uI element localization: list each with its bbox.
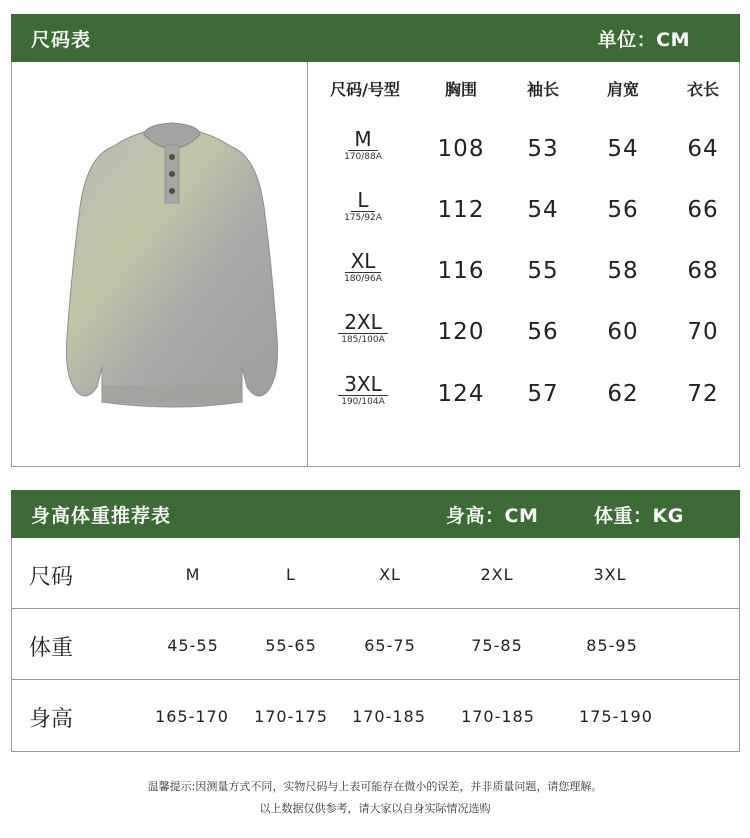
chest-value: 116	[437, 258, 485, 284]
row-cell: 85-95	[586, 636, 638, 655]
size-chart-header	[11, 14, 740, 62]
length-value: 70	[687, 319, 719, 345]
row-cell: 65-75	[364, 636, 416, 655]
row-cell: 170-175	[254, 707, 328, 726]
size-label: XL	[345, 250, 382, 273]
size-row	[308, 189, 740, 249]
row-label: 尺码	[29, 565, 74, 590]
size-code: 170/88A	[344, 152, 382, 162]
size-row	[308, 250, 740, 310]
row-cell: 3XL	[593, 565, 627, 584]
size-code: 180/96A	[344, 274, 382, 284]
size-row	[308, 128, 740, 188]
weight-unit: 体重：KG	[594, 504, 684, 527]
size-chart-box	[11, 62, 740, 467]
row-cell: 170-185	[461, 707, 535, 726]
header-sleeve: 袖长	[526, 80, 559, 99]
shoulder-value: 54	[607, 136, 639, 162]
size-label: L	[351, 189, 374, 212]
size-code: 185/100A	[341, 335, 385, 345]
recommend-title: 身高体重推荐表	[31, 504, 172, 527]
sweater-image	[52, 117, 292, 417]
size-code: 175/92A	[344, 213, 382, 223]
size-row	[308, 311, 740, 371]
header-size: 尺码/号型	[330, 80, 400, 99]
size-chart-unit: 单位：CM	[597, 28, 690, 51]
header-length: 衣长	[686, 80, 719, 99]
size-label: M	[348, 128, 377, 151]
recommend-row-weight	[12, 609, 739, 680]
shoulder-value: 60	[607, 319, 639, 345]
row-cell: XL	[379, 565, 401, 584]
chest-value: 112	[437, 197, 485, 223]
length-value: 68	[687, 258, 719, 284]
row-cell: 170-185	[352, 707, 426, 726]
size-label: 2XL	[338, 311, 388, 334]
row-cell: 175-190	[579, 707, 653, 726]
row-cell: 165-170	[155, 707, 229, 726]
chest-value: 108	[437, 136, 485, 162]
length-value: 66	[687, 197, 719, 223]
shoulder-value: 58	[607, 258, 639, 284]
sleeve-value: 53	[527, 136, 559, 162]
shoulder-value: 62	[607, 381, 639, 407]
size-label: 3XL	[338, 373, 388, 396]
row-label: 身高	[29, 707, 74, 732]
chest-value: 124	[437, 381, 485, 407]
shoulder-value: 56	[607, 197, 639, 223]
size-chart-title: 尺码表	[31, 28, 92, 51]
row-cell: M	[185, 565, 201, 584]
recommend-table	[11, 538, 740, 752]
row-cell: L	[286, 565, 296, 584]
chest-value: 120	[437, 319, 485, 345]
sleeve-value: 54	[527, 197, 559, 223]
header-chest: 胸围	[444, 80, 477, 99]
row-cell: 45-55	[167, 636, 219, 655]
row-cell: 2XL	[480, 565, 514, 584]
recommend-header	[11, 490, 740, 538]
recommend-row-height	[12, 680, 739, 751]
row-label: 体重	[29, 636, 74, 661]
row-cell: 55-65	[265, 636, 317, 655]
recommend-row-size	[12, 538, 739, 609]
length-value: 72	[687, 381, 719, 407]
row-cell: 75-85	[471, 636, 523, 655]
size-code: 190/104A	[341, 397, 385, 407]
note-line-2: 以上数据仅供参考，请大家以自身实际情况选购	[259, 802, 491, 815]
sleeve-value: 57	[527, 381, 559, 407]
size-row	[308, 373, 740, 433]
length-value: 64	[687, 136, 719, 162]
height-unit: 身高：CM	[446, 504, 539, 527]
sleeve-value: 56	[527, 319, 559, 345]
sleeve-value: 55	[527, 258, 559, 284]
size-table	[308, 62, 740, 466]
header-shoulder: 肩宽	[606, 80, 639, 99]
note-line-1: 温馨提示:因测量方式不同，实物尺码与上表可能存在微小的误差，并非质量问题，请您理解。	[147, 780, 603, 793]
